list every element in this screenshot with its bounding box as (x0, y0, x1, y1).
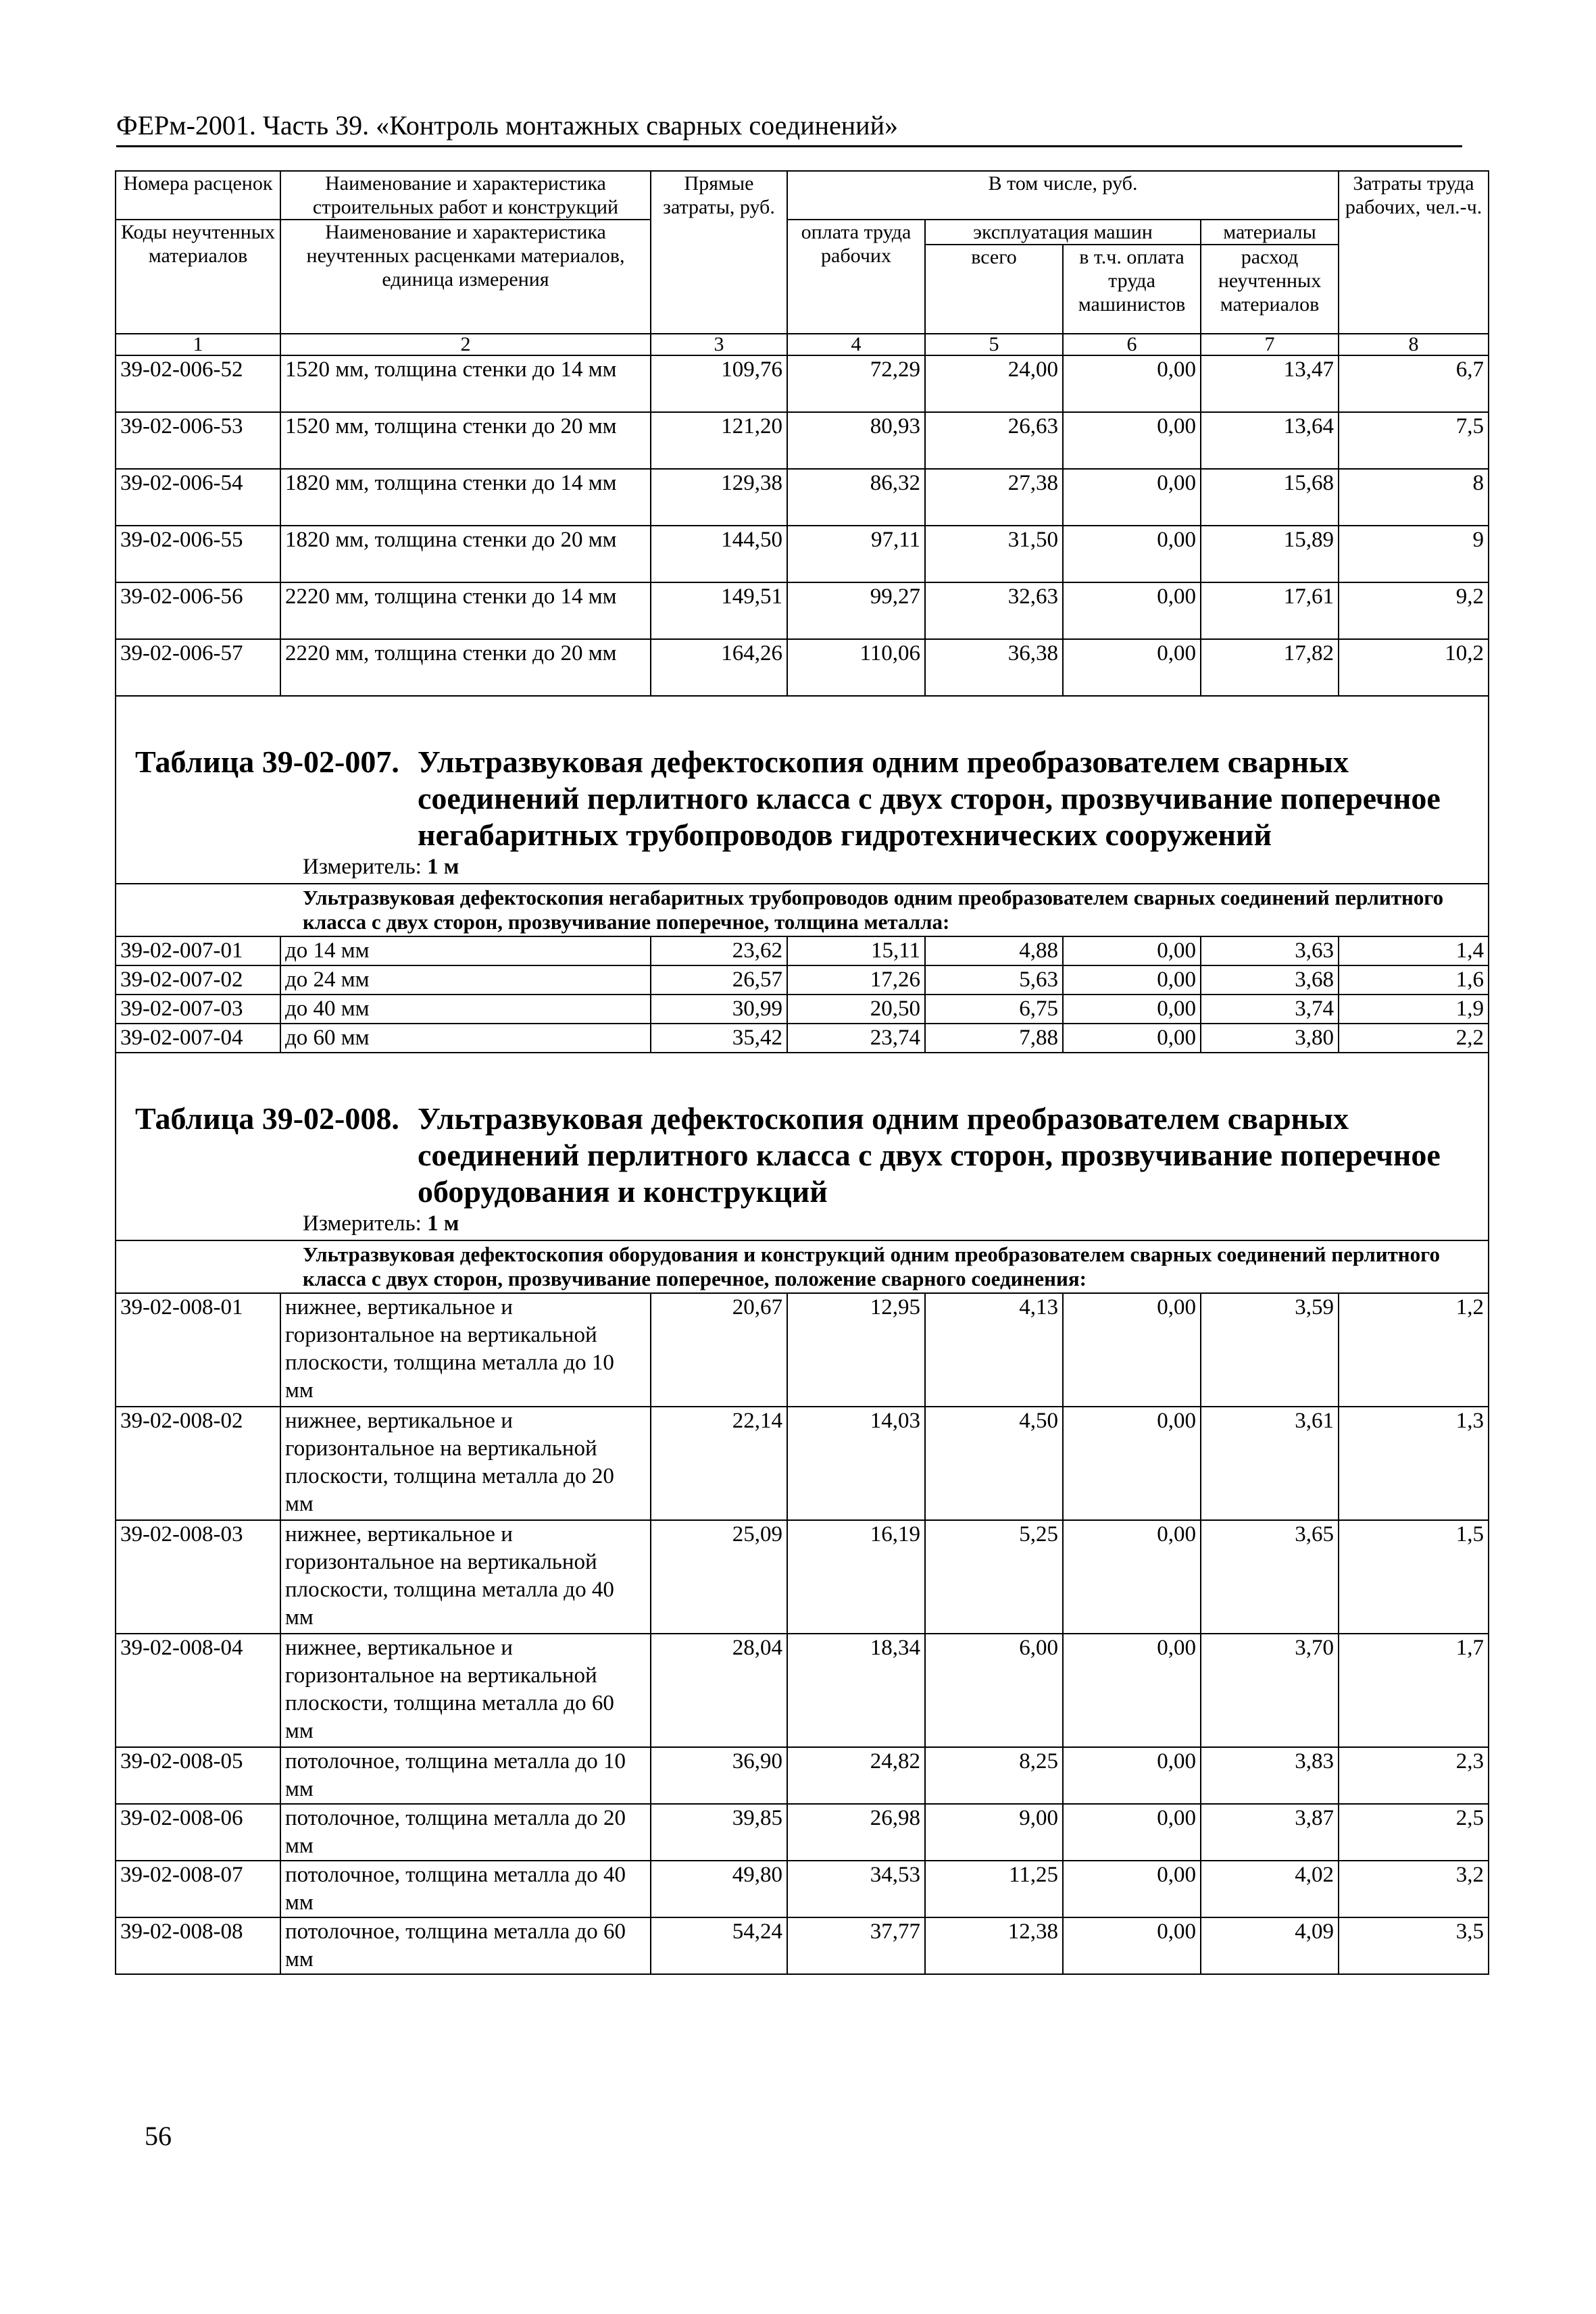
table-row (116, 965, 1489, 995)
cell-mat: 3,65 (1201, 1520, 1339, 1634)
cell-labor: 20,50 (787, 995, 925, 1024)
cell-mat: 17,82 (1201, 639, 1339, 696)
cell-labor: 12,95 (787, 1293, 925, 1407)
col-name-bottom: Наименование и характеристика неучтенных расценками материалов, единица измерения (280, 220, 651, 334)
cell-labor-cost: 1,5 (1339, 1520, 1489, 1634)
cell-mat: 3,83 (1201, 1747, 1339, 1804)
measure-unit (303, 1210, 1484, 1240)
cell-mach: 4,13 (925, 1293, 1063, 1407)
cell-mach: 6,75 (925, 995, 1063, 1024)
table-row (116, 412, 1489, 469)
cell-direct: 129,38 (651, 469, 787, 526)
cell-direct: 30,99 (651, 995, 787, 1024)
cell-labor-cost: 1,9 (1339, 995, 1489, 1024)
norms-table-frame (115, 170, 1488, 2048)
cell-mat: 4,09 (1201, 1917, 1339, 1974)
cell-labor-cost: 1,7 (1339, 1634, 1489, 1747)
cell-code: 39-02-008-07 (116, 1861, 280, 1917)
cell-mach: 32,63 (925, 582, 1063, 639)
table-title-cell (116, 1053, 1489, 1240)
cell-mat: 15,89 (1201, 526, 1339, 582)
cell-code: 39-02-007-04 (116, 1024, 280, 1053)
cell-code: 39-02-007-02 (116, 965, 280, 995)
cell-oper: 0,00 (1063, 582, 1201, 639)
cell-name: 1820 мм, толщина стенки до 20 мм (280, 526, 651, 582)
cell-name: нижнее, вертикальное и горизонтальное на вертикальной плоскости, толщина металла до 20 мм (280, 1407, 651, 1520)
cell-oper: 0,00 (1063, 1917, 1201, 1974)
cell-mach: 24,00 (925, 355, 1063, 412)
cell-oper: 0,00 (1063, 412, 1201, 469)
cell-code: 39-02-006-53 (116, 412, 280, 469)
cell-mach: 11,25 (925, 1861, 1063, 1917)
table-title: Ультразвуковая дефектоскопия одним преобразователем сварных соединений перлитного класса с двух сторон, прозвучивание поперечное оборудования и конструкций (418, 1101, 1441, 1209)
cell-labor: 97,11 (787, 526, 925, 582)
col-materials-unaccounted: расход неучтенных материалов (1201, 245, 1339, 334)
cell-mach: 9,00 (925, 1804, 1063, 1861)
table-row (116, 995, 1489, 1024)
cell-labor: 37,77 (787, 1917, 925, 1974)
cell-mach: 4,50 (925, 1407, 1063, 1520)
cell-labor: 23,74 (787, 1024, 925, 1053)
cell-oper: 0,00 (1063, 965, 1201, 995)
cell-mach: 26,63 (925, 412, 1063, 469)
section-heading: Ультразвуковая дефектоскопия оборудования и конструкций одним преобразователем сварных соединений перлитного класса с двух сторон, прозвучивание поперечное, положение сварного соединения: (303, 1242, 1440, 1290)
cell-mach: 5,63 (925, 965, 1063, 995)
cell-mach: 27,38 (925, 469, 1063, 526)
table-title: Ультразвуковая дефектоскопия одним преобразователем сварных соединений перлитного класса с двух сторон, прозвучивание поперечное негабаритных трубопроводов гидротехнических сооружений (418, 745, 1441, 852)
cell-direct: 164,26 (651, 639, 787, 696)
cell-labor-cost: 1,6 (1339, 965, 1489, 995)
cell-direct: 26,57 (651, 965, 787, 995)
col-number: 7 (1201, 334, 1339, 355)
cell-name: до 24 мм (280, 965, 651, 995)
cell-code: 39-02-006-54 (116, 469, 280, 526)
cell-direct: 23,62 (651, 936, 787, 965)
col-number: 2 (280, 334, 651, 355)
page-number: 56 (145, 2121, 172, 2151)
cell-labor: 99,27 (787, 582, 925, 639)
cell-direct: 49,80 (651, 1861, 787, 1917)
cell-name: нижнее, вертикальное и горизонтальное на вертикальной плоскости, толщина металла до 60 мм (280, 1634, 651, 1747)
cell-oper: 0,00 (1063, 1634, 1201, 1747)
cell-labor: 80,93 (787, 412, 925, 469)
cell-code: 39-02-008-05 (116, 1747, 280, 1804)
cell-labor: 110,06 (787, 639, 925, 696)
col-number: 5 (925, 334, 1063, 355)
cell-mat: 17,61 (1201, 582, 1339, 639)
table-row (116, 1520, 1489, 1634)
col-direct: Прямые затраты, руб. (651, 171, 787, 334)
cell-mat: 3,63 (1201, 936, 1339, 965)
cell-labor-cost: 10,2 (1339, 639, 1489, 696)
cell-labor: 24,82 (787, 1747, 925, 1804)
cell-direct: 39,85 (651, 1804, 787, 1861)
col-materials: материалы (1201, 220, 1339, 245)
cell-labor-cost: 1,3 (1339, 1407, 1489, 1520)
cell-name: 2220 мм, толщина стенки до 20 мм (280, 639, 651, 696)
cell-code: 39-02-008-06 (116, 1804, 280, 1861)
cell-mach: 36,38 (925, 639, 1063, 696)
cell-oper: 0,00 (1063, 469, 1201, 526)
cell-code: 39-02-008-02 (116, 1407, 280, 1520)
cell-oper: 0,00 (1063, 1520, 1201, 1634)
cell-oper: 0,00 (1063, 1804, 1201, 1861)
cell-mach: 4,88 (925, 936, 1063, 965)
cell-name: потолочное, толщина металла до 20 мм (280, 1804, 651, 1861)
column-numbers-row (116, 334, 1489, 355)
cell-mach: 31,50 (925, 526, 1063, 582)
cell-mat: 4,02 (1201, 1861, 1339, 1917)
cell-oper: 0,00 (1063, 355, 1201, 412)
table-row (116, 936, 1489, 965)
table-title-row (116, 696, 1489, 884)
measure-value: 1 м (427, 1211, 459, 1236)
table-row (116, 1293, 1489, 1407)
cell-labor: 17,26 (787, 965, 925, 995)
cell-name: потолочное, толщина металла до 60 мм (280, 1917, 651, 1974)
table-row (116, 1634, 1489, 1747)
cell-mat: 3,61 (1201, 1407, 1339, 1520)
cell-oper: 0,00 (1063, 1747, 1201, 1804)
cell-direct: 121,20 (651, 412, 787, 469)
col-number: 8 (1339, 334, 1489, 355)
cell-direct: 22,14 (651, 1407, 787, 1520)
table-row (116, 469, 1489, 526)
cell-direct: 20,67 (651, 1293, 787, 1407)
cell-mach: 8,25 (925, 1747, 1063, 1804)
cell-labor-cost: 2,2 (1339, 1024, 1489, 1053)
table-row (116, 1407, 1489, 1520)
cell-oper: 0,00 (1063, 1293, 1201, 1407)
cell-labor-cost: 3,5 (1339, 1917, 1489, 1974)
table-row (116, 582, 1489, 639)
cell-mat: 3,68 (1201, 965, 1339, 995)
cell-mat: 3,87 (1201, 1804, 1339, 1861)
cell-direct: 28,04 (651, 1634, 787, 1747)
cell-labor-cost: 1,2 (1339, 1293, 1489, 1407)
table-row (116, 1917, 1489, 1974)
cell-name: нижнее, вертикальное и горизонтальное на вертикальной плоскости, толщина металла до 40 мм (280, 1520, 651, 1634)
cell-mat: 3,80 (1201, 1024, 1339, 1053)
cell-code: 39-02-006-57 (116, 639, 280, 696)
cell-mat: 3,74 (1201, 995, 1339, 1024)
cell-labor: 26,98 (787, 1804, 925, 1861)
cell-direct: 149,51 (651, 582, 787, 639)
cell-name: потолочное, толщина металла до 40 мм (280, 1861, 651, 1917)
norms-table (115, 170, 1489, 1975)
cell-name: до 14 мм (280, 936, 651, 965)
col-machines-operators: в т.ч. оплата труда машинистов (1063, 245, 1201, 334)
table-row (116, 1747, 1489, 1804)
cell-oper: 0,00 (1063, 1024, 1201, 1053)
cell-oper: 0,00 (1063, 1861, 1201, 1917)
cell-direct: 35,42 (651, 1024, 787, 1053)
measure-label: Измеритель: (303, 855, 422, 879)
table-row (116, 1024, 1489, 1053)
cell-mach: 12,38 (925, 1917, 1063, 1974)
cell-mach: 5,25 (925, 1520, 1063, 1634)
cell-labor: 18,34 (787, 1634, 925, 1747)
col-machines: эксплуатация машин (925, 220, 1201, 245)
cell-direct: 54,24 (651, 1917, 787, 1974)
cell-name: 1520 мм, толщина стенки до 20 мм (280, 412, 651, 469)
table-row (116, 1804, 1489, 1861)
cell-code: 39-02-006-55 (116, 526, 280, 582)
cell-labor: 15,11 (787, 936, 925, 965)
cell-code: 39-02-006-52 (116, 355, 280, 412)
table-heading (120, 697, 1484, 883)
section-row (116, 1240, 1489, 1293)
col-number: 6 (1063, 334, 1201, 355)
measure-value: 1 м (427, 855, 459, 879)
table-row (116, 1861, 1489, 1917)
col-number: 4 (787, 334, 925, 355)
section-cell (116, 884, 1489, 936)
cell-labor-cost: 8 (1339, 469, 1489, 526)
cell-direct: 25,09 (651, 1520, 787, 1634)
cell-labor: 72,29 (787, 355, 925, 412)
table-title-cell (116, 696, 1489, 884)
cell-mach: 6,00 (925, 1634, 1063, 1747)
cell-name: нижнее, вертикальное и горизонтальное на вертикальной плоскости, толщина металла до 10 мм (280, 1293, 651, 1407)
section-cell (116, 1240, 1489, 1293)
cell-code: 39-02-007-01 (116, 936, 280, 965)
cell-labor: 16,19 (787, 1520, 925, 1634)
cell-mat: 13,47 (1201, 355, 1339, 412)
cell-labor-cost: 9 (1339, 526, 1489, 582)
col-including: В том числе, руб. (787, 171, 1339, 220)
cell-labor-cost: 7,5 (1339, 412, 1489, 469)
section-heading: Ультразвуковая дефектоскопия негабаритных трубопроводов одним преобразователем сварных соединений перлитного класса с двух сторон, прозвучивание поперечное, толщина металла: (303, 886, 1444, 934)
col-labor-pay: оплата труда рабочих (787, 220, 925, 334)
cell-oper: 0,00 (1063, 1407, 1201, 1520)
running-header: ФЕРм-2001. Часть 39. «Контроль монтажных сварных соединений» (116, 109, 1462, 147)
table-heading (120, 1053, 1484, 1240)
col-machines-total: всего (925, 245, 1063, 334)
section-row (116, 884, 1489, 936)
table-row (116, 526, 1489, 582)
cell-labor-cost: 3,2 (1339, 1861, 1489, 1917)
table-row (116, 355, 1489, 412)
cell-name: до 60 мм (280, 1024, 651, 1053)
cell-labor: 86,32 (787, 469, 925, 526)
cell-labor-cost: 2,5 (1339, 1804, 1489, 1861)
cell-oper: 0,00 (1063, 936, 1201, 965)
cell-name: до 40 мм (280, 995, 651, 1024)
cell-name: 2220 мм, толщина стенки до 14 мм (280, 582, 651, 639)
cell-oper: 0,00 (1063, 639, 1201, 696)
cell-code: 39-02-008-03 (116, 1520, 280, 1634)
table-row (116, 639, 1489, 696)
cell-mat: 3,70 (1201, 1634, 1339, 1747)
cell-name: 1520 мм, толщина стенки до 14 мм (280, 355, 651, 412)
cell-code: 39-02-008-04 (116, 1634, 280, 1747)
col-name-top: Наименование и характеристика строительных работ и конструкций (280, 171, 651, 220)
cell-mach: 7,88 (925, 1024, 1063, 1053)
cell-code: 39-02-008-01 (116, 1293, 280, 1407)
cell-labor-cost: 2,3 (1339, 1747, 1489, 1804)
cell-labor-cost: 9,2 (1339, 582, 1489, 639)
cell-oper: 0,00 (1063, 995, 1201, 1024)
col-number: 1 (116, 334, 280, 355)
table-number: Таблица 39-02-008. (135, 1101, 399, 1136)
col-code-bottom: Коды неучтенных материалов (116, 220, 280, 334)
table-number: Таблица 39-02-007. (135, 745, 399, 779)
cell-direct: 144,50 (651, 526, 787, 582)
col-labor-cost: Затраты труда рабочих, чел.-ч. (1339, 171, 1489, 334)
cell-direct: 109,76 (651, 355, 787, 412)
col-code-top: Номера расценок (116, 171, 280, 220)
col-number: 3 (651, 334, 787, 355)
cell-direct: 36,90 (651, 1747, 787, 1804)
cell-mat: 15,68 (1201, 469, 1339, 526)
cell-code: 39-02-008-08 (116, 1917, 280, 1974)
cell-mat: 13,64 (1201, 412, 1339, 469)
cell-labor-cost: 1,4 (1339, 936, 1489, 965)
cell-labor: 14,03 (787, 1407, 925, 1520)
cell-name: потолочное, толщина металла до 10 мм (280, 1747, 651, 1804)
table-title-row (116, 1053, 1489, 1240)
measure-label: Измеритель: (303, 1211, 422, 1236)
cell-mat: 3,59 (1201, 1293, 1339, 1407)
cell-labor: 34,53 (787, 1861, 925, 1917)
measure-unit (303, 853, 1484, 883)
cell-name: 1820 мм, толщина стенки до 14 мм (280, 469, 651, 526)
cell-code: 39-02-007-03 (116, 995, 280, 1024)
cell-labor-cost: 6,7 (1339, 355, 1489, 412)
cell-oper: 0,00 (1063, 526, 1201, 582)
cell-code: 39-02-006-56 (116, 582, 280, 639)
